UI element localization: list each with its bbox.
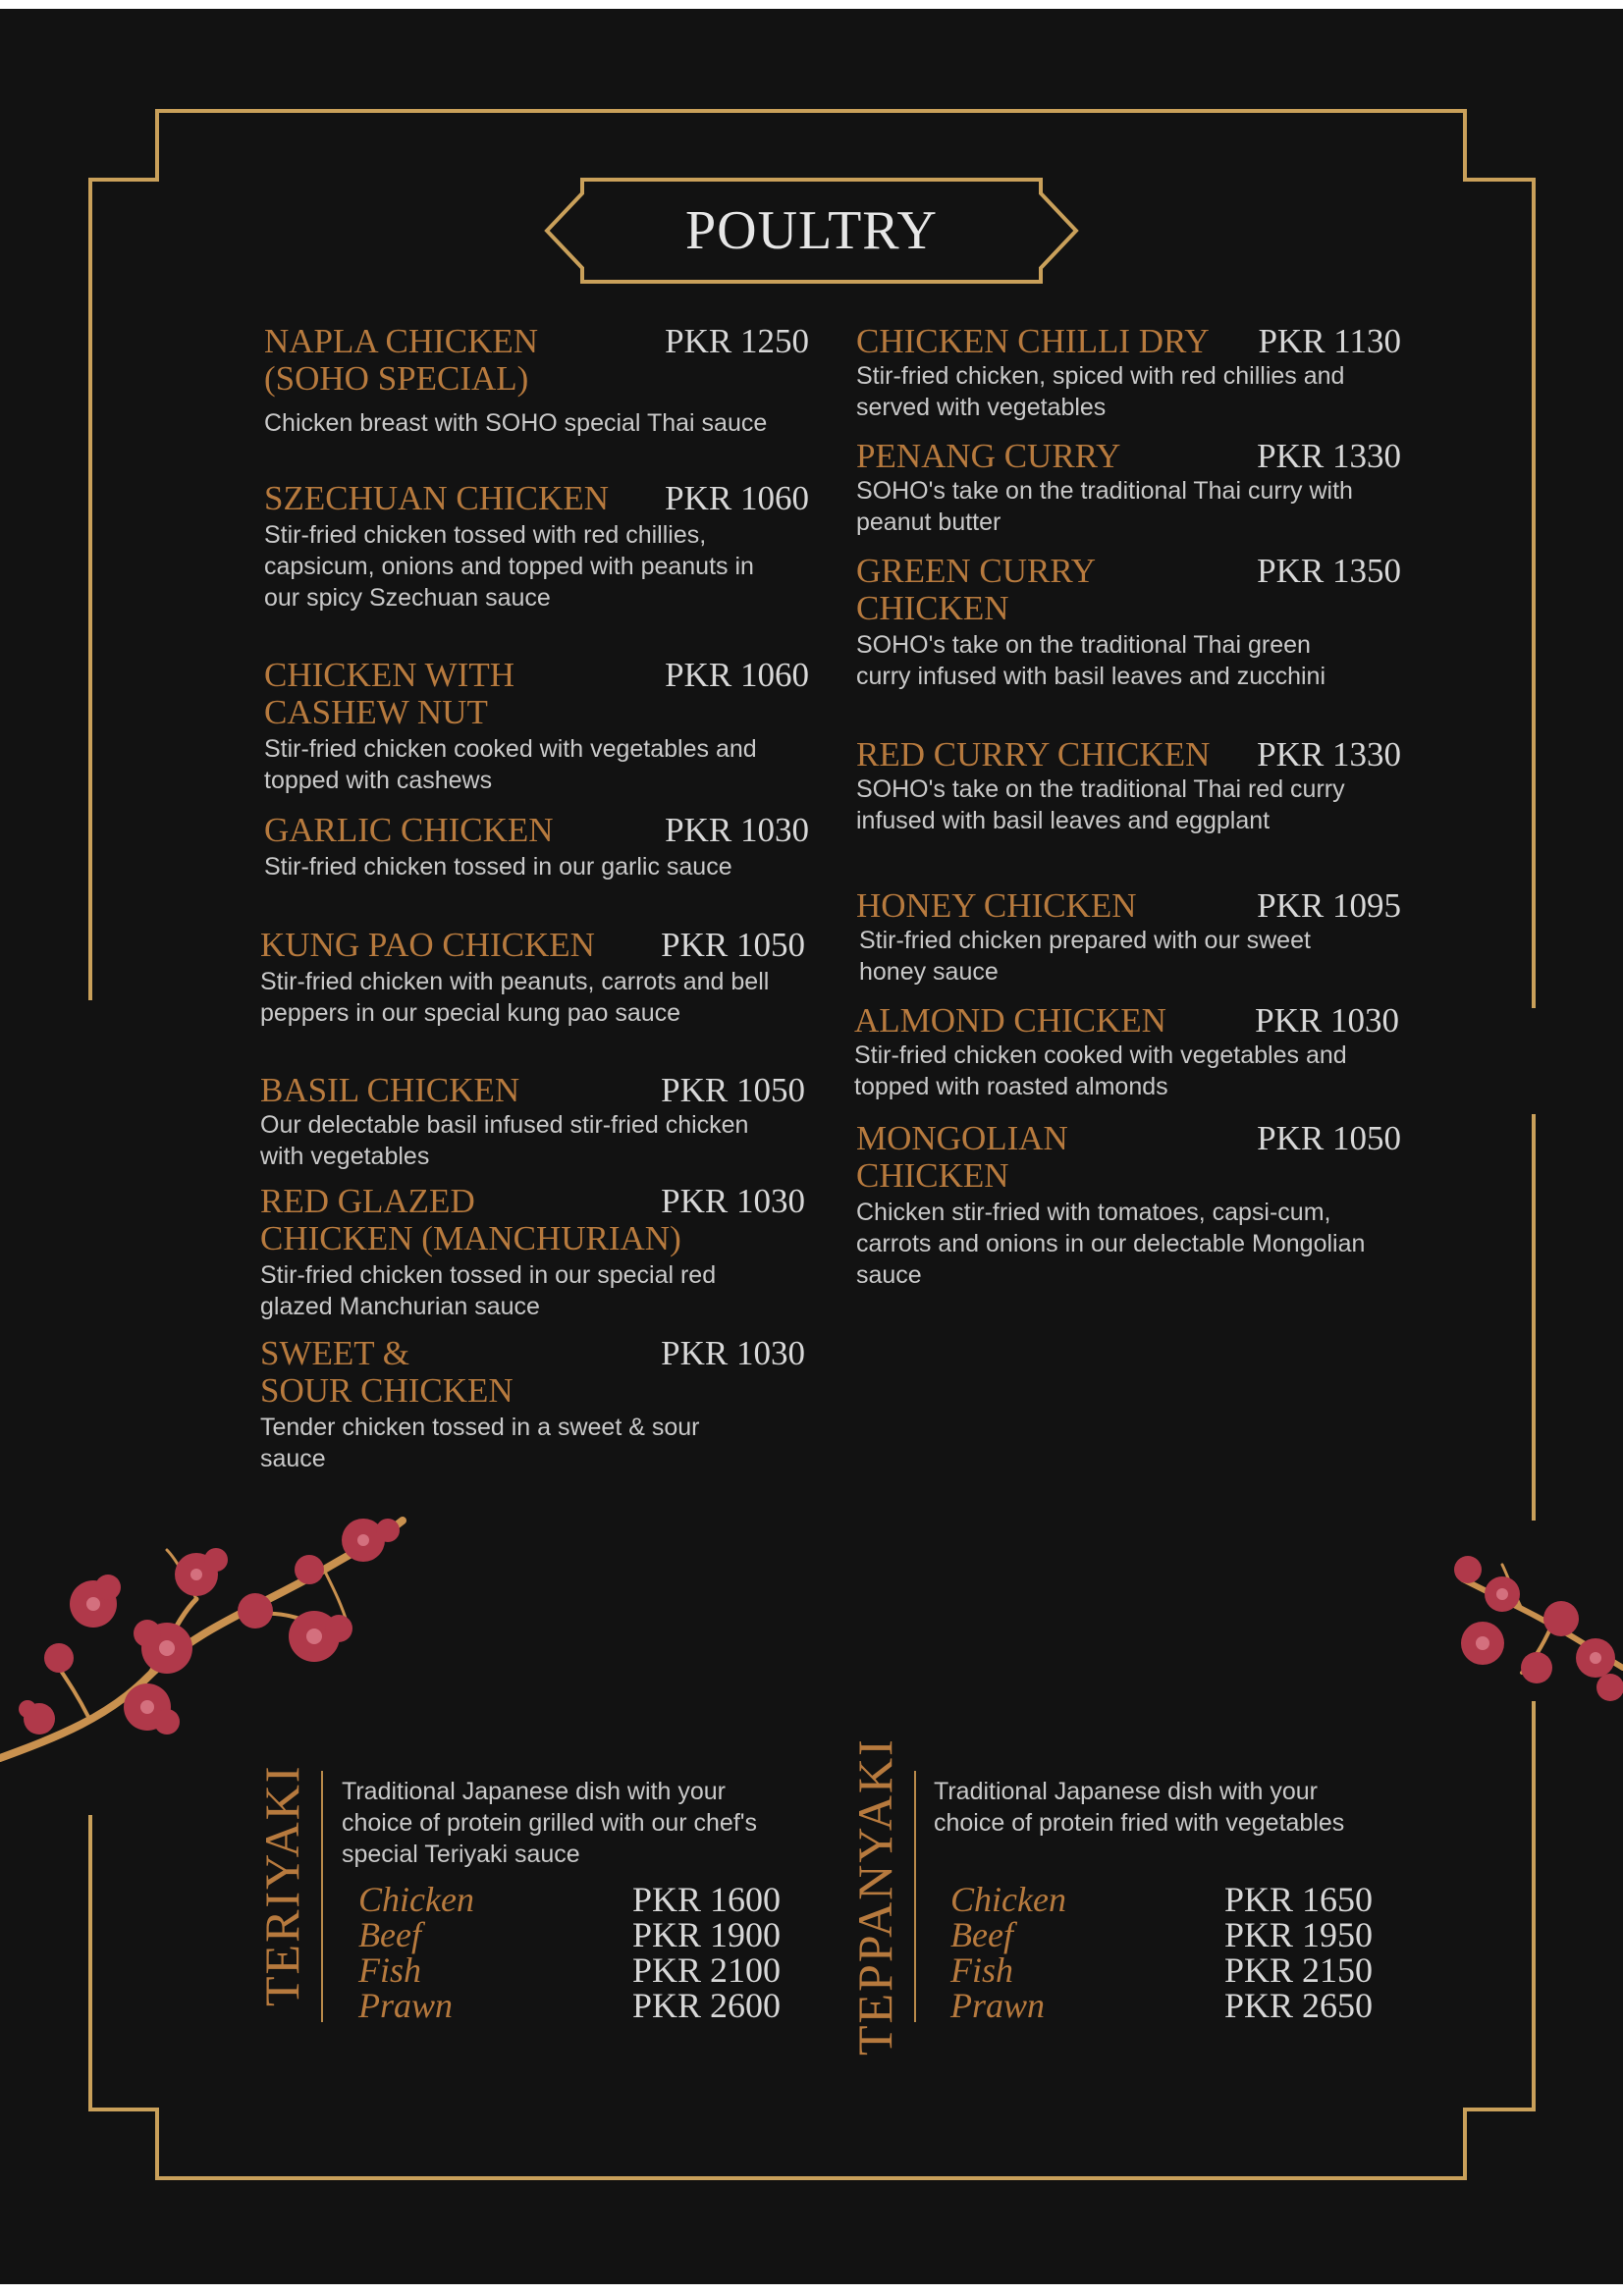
option-price: PKR 1650 — [1223, 1880, 1373, 1919]
option-name: Chicken — [358, 1880, 474, 1919]
page-title: POULTRY — [684, 200, 938, 261]
dish-description: Stir-fried chicken, spiced with red chillies and served with vegetables — [856, 362, 1345, 421]
option-name: Prawn — [950, 1986, 1046, 2025]
dish-price: PKR 1060 — [665, 479, 809, 517]
dish-description: SOHO's take on the traditional Thai green curry infused with basil leaves and zucchini — [856, 631, 1326, 690]
dish-name: GREEN CURRY CHICKEN — [856, 552, 1097, 627]
dish-description: Chicken breast with SOHO special Thai sauce — [264, 409, 768, 437]
dish-price: PKR 1030 — [661, 1334, 805, 1372]
dish-name: RED CURRY CHICKEN — [856, 735, 1211, 774]
cherry-blossom-branch-icon — [0, 1501, 422, 1776]
dish-description: SOHO's take on the traditional Thai curry with peanut butter — [856, 477, 1353, 536]
dish-name: SZECHUAN CHICKEN — [264, 479, 609, 517]
option-price: PKR 1950 — [1223, 1915, 1373, 1954]
cherry-blossom-branch-icon — [1443, 1550, 1623, 1727]
dish-price: PKR 1050 — [1257, 1119, 1401, 1157]
teppanyaki-option — [950, 1952, 1373, 1988]
dish-name: HONEY CHICKEN — [856, 886, 1137, 925]
dish-description: Our delectable basil infused stir-fried chicken with vegetables — [260, 1111, 749, 1170]
dish-name: PENANG CURRY — [856, 437, 1121, 475]
teppanyaki-option — [950, 1917, 1373, 1952]
dish-description: Stir-fried chicken tossed in our garlic sauce — [264, 853, 732, 881]
teppanyaki-option — [950, 1988, 1373, 2023]
menu-page — [0, 9, 1623, 2284]
dish-price: PKR 1330 — [1257, 735, 1401, 774]
teriyaki-option — [358, 1882, 781, 1917]
dish-price: PKR 1060 — [665, 656, 809, 694]
dish-description: Chicken stir-fried with tomatoes, capsi-cum, carrots and onions in our delectable Mongolian sauce — [856, 1199, 1366, 1289]
dish-description: Stir-fried chicken cooked with vegetables and topped with cashews — [264, 735, 757, 794]
dish-description: Tender chicken tossed in a sweet & sour sauce — [260, 1414, 700, 1472]
dish-description: SOHO's take on the traditional Thai red curry infused with basil leaves and eggplant — [856, 775, 1345, 834]
dish-description: Stir-fried chicken cooked with vegetables and topped with roasted almonds — [854, 1041, 1347, 1100]
dish-name: CHICKEN CHILLI DRY — [856, 322, 1210, 360]
teppanyaki-divider — [914, 1771, 916, 2022]
option-price: PKR 2100 — [631, 1950, 781, 1990]
dish-name: MONGOLIAN CHICKEN — [856, 1119, 1068, 1195]
teppanyaki-description: Traditional Japanese dish with your choice of protein fried with vegetables — [934, 1778, 1345, 1837]
title-banner — [543, 176, 1080, 286]
dish-price: PKR 1030 — [665, 811, 809, 849]
teriyaki-option — [358, 1917, 781, 1952]
teriyaki-description: Traditional Japanese dish with your choice of protein grilled with our chef's special Teriyaki sauce — [342, 1778, 758, 1868]
dish-price: PKR 1030 — [1255, 1001, 1399, 1040]
dish-description: Stir-fried chicken tossed in our special red glazed Manchurian sauce — [260, 1261, 717, 1320]
teriyaki-option — [358, 1988, 781, 2023]
dish-description: Stir-fried chicken with peanuts, carrots and bell peppers in our special kung pao sauce — [260, 968, 770, 1027]
dish-name: ALMOND CHICKEN — [854, 1001, 1166, 1040]
dish-description: Stir-fried chicken prepared with our sweet honey sauce — [859, 927, 1311, 986]
teriyaki-divider — [321, 1771, 323, 2022]
option-name: Beef — [358, 1915, 421, 1954]
dish-price: PKR 1330 — [1257, 437, 1401, 475]
option-price: PKR 2150 — [1223, 1950, 1373, 1990]
option-name: Chicken — [950, 1880, 1066, 1919]
option-name: Beef — [950, 1915, 1013, 1954]
dish-price: PKR 1050 — [661, 926, 805, 964]
teppanyaki-option — [950, 1882, 1373, 1917]
dish-price: PKR 1050 — [661, 1071, 805, 1109]
dish-name: KUNG PAO CHICKEN — [260, 926, 595, 964]
dish-price: PKR 1350 — [1257, 552, 1401, 590]
teppanyaki-label: TEPPANYAKI — [847, 1737, 902, 2056]
option-name: Fish — [950, 1950, 1014, 1990]
option-price: PKR 1600 — [631, 1880, 781, 1919]
dish-price: PKR 1030 — [661, 1182, 805, 1220]
dish-name: BASIL CHICKEN — [260, 1071, 520, 1109]
option-price: PKR 1900 — [631, 1915, 781, 1954]
option-name: Prawn — [358, 1986, 454, 2025]
option-name: Fish — [358, 1950, 422, 1990]
option-price: PKR 2650 — [1223, 1986, 1373, 2025]
teriyaki-option — [358, 1952, 781, 1988]
dish-price: PKR 1095 — [1257, 886, 1401, 925]
dish-price: PKR 1250 — [665, 322, 809, 360]
dish-name: CHICKEN WITH CASHEW NUT — [264, 656, 515, 731]
dish-name: GARLIC CHICKEN — [264, 811, 554, 849]
dish-price: PKR 1130 — [1258, 322, 1401, 360]
dish-description: Stir-fried chicken tossed with red chillies, capsicum, onions and topped with peanuts in our spicy Szechuan sauce — [264, 521, 754, 612]
dish-name: SWEET & SOUR CHICKEN — [260, 1334, 514, 1410]
dish-name: NAPLA CHICKEN (SOHO SPECIAL) — [264, 322, 539, 398]
option-price: PKR 2600 — [631, 1986, 781, 2025]
dish-name: RED GLAZED CHICKEN (MANCHURIAN) — [260, 1182, 681, 1257]
teriyaki-label: TERIYAKI — [254, 1764, 309, 2006]
